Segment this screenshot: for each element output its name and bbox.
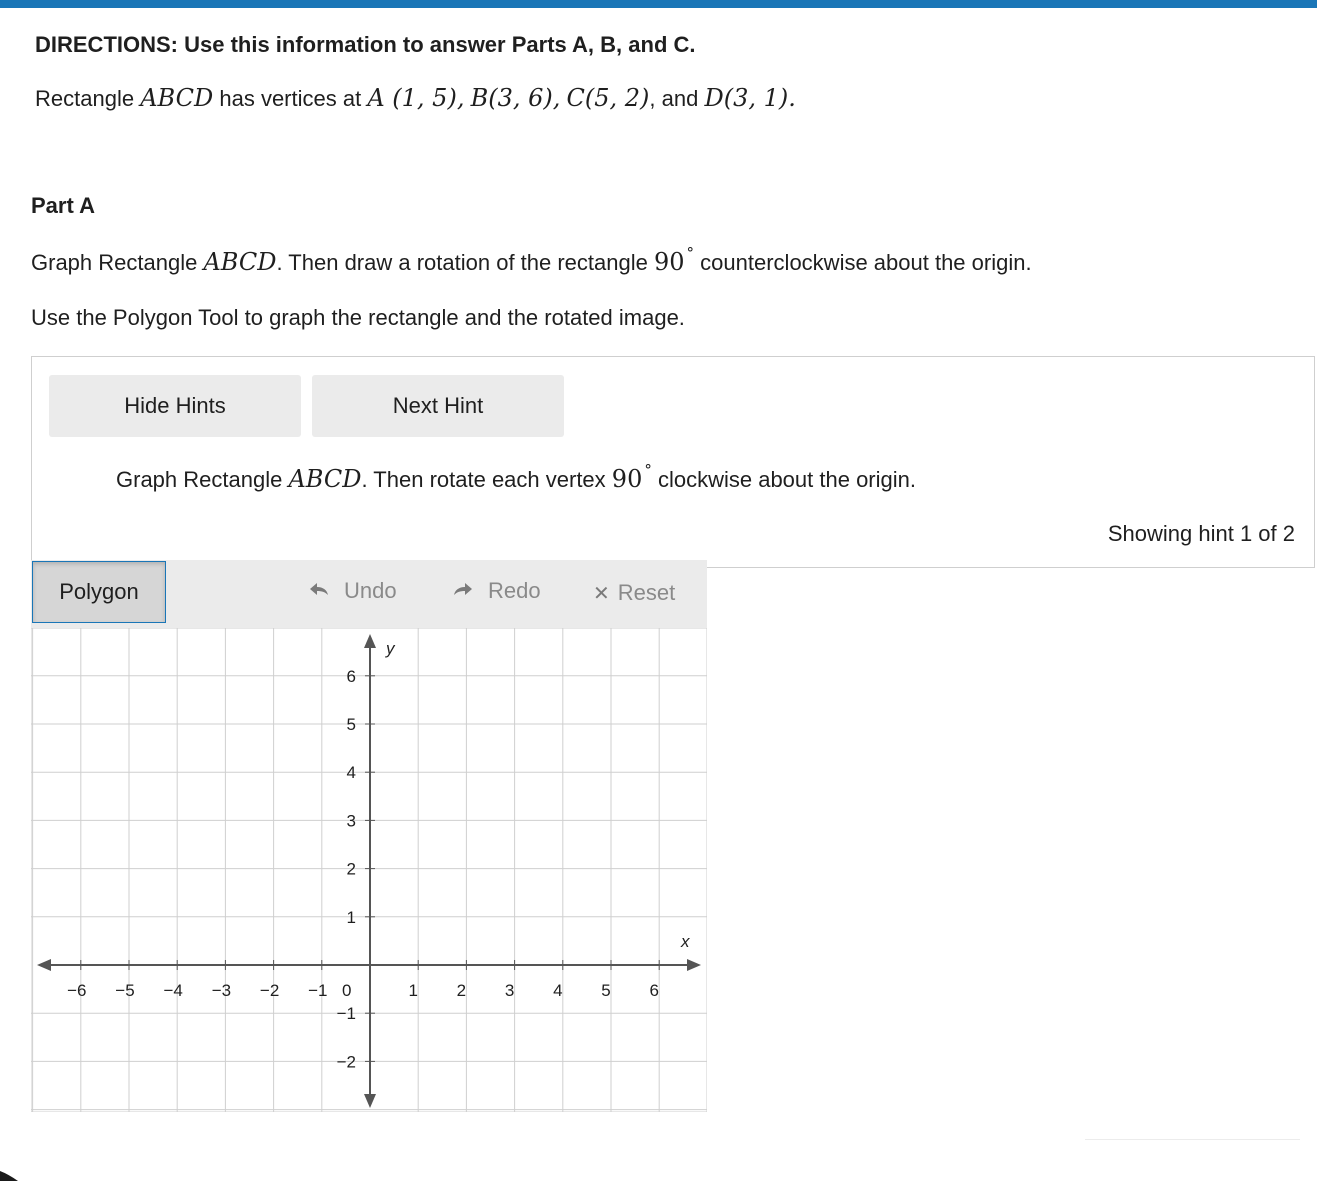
vertex-d: D(3, 1) (704, 84, 789, 112)
intro-end: . (788, 84, 796, 112)
instruction-shape: ABCD (203, 248, 277, 276)
shape-name-math: ABCD (140, 84, 214, 112)
instruction-angle: 90 (654, 248, 685, 276)
undo-label: Undo (344, 578, 397, 603)
corner-shadow (0, 1166, 18, 1181)
y-tick-label: 3 (346, 811, 356, 831)
y-tick-label: −1 (336, 1004, 356, 1024)
x-tick-label: 2 (456, 981, 467, 1000)
redo-label: Redo (488, 578, 541, 603)
hide-hints-button[interactable]: Hide Hints (49, 375, 301, 437)
x-axis-label: x (681, 932, 690, 951)
vertex-a: A (1, 5) (367, 84, 457, 112)
x-tick-label: 6 (649, 981, 659, 1000)
hint-mid: . Then rotate each vertex (361, 467, 606, 492)
top-accent-bar (0, 0, 1317, 8)
x-tick-label: 1 (408, 981, 418, 1000)
y-tick-label: 2 (346, 859, 356, 879)
part-a-instruction: Graph Rectangle ABCD. Then draw a rotation of the rectangle 90 ° counterclockwise about the origin. (31, 244, 1032, 276)
x-tick-label: 3 (504, 981, 515, 1000)
x-tick-label: −4 (163, 981, 183, 1000)
x-tick-label: −2 (259, 981, 280, 1000)
vertex-b: B(3, 6) (470, 84, 553, 112)
y-tick-label: 5 (346, 715, 356, 734)
instruction-mid: . Then draw a rotation of the rectangle (276, 250, 648, 275)
intro-mid: has vertices at (219, 86, 362, 111)
y-tick-label: 6 (346, 666, 356, 686)
rectangle-vertices-text: Rectangle ABCD has vertices at A (1, 5), B(3, 6), C(5, 2), and D(3, 1). (35, 84, 796, 112)
instruction-suffix: counterclockwise about the origin. (700, 250, 1032, 275)
intro-and: , and (649, 86, 699, 111)
redo-arrow-icon (452, 580, 474, 603)
y-tick-label: −2 (336, 1052, 356, 1072)
x-tick-label: −3 (211, 981, 232, 1000)
x-tick-label: −6 (67, 981, 87, 1000)
hint-text: Graph Rectangle ABCD. Then rotate each vertex 90 ° clockwise about the origin. (116, 461, 916, 493)
hint-angle: 90 (611, 465, 643, 493)
polygon-tool-button[interactable]: Polygon (32, 561, 166, 623)
intro-prefix: Rectangle (35, 86, 135, 111)
y-tick-label: 4 (346, 763, 356, 783)
directions-heading: DIRECTIONS: Use this information to answer Parts A, B, and C. (35, 32, 696, 57)
y-axis-label: y (386, 639, 395, 658)
x-tick-label: −5 (115, 981, 135, 1000)
hint-status: Showing hint 1 of 2 (1107, 521, 1295, 546)
hint-prefix: Graph Rectangle (116, 467, 283, 492)
hint-shape: ABCD (288, 465, 362, 493)
instruction-prefix: Graph Rectangle (31, 250, 198, 275)
undo-button[interactable] (308, 578, 397, 604)
y-tick-label: 1 (346, 907, 356, 927)
hint-suffix: clockwise about the origin. (657, 467, 916, 492)
x-tick-label: 5 (601, 981, 611, 1000)
part-a-label: Part A (31, 193, 95, 218)
next-hint-button[interactable]: Next Hint (312, 375, 564, 437)
x-tick-label: 4 (553, 981, 563, 1000)
undo-arrow-icon (308, 580, 330, 603)
divider-line (1085, 1139, 1300, 1140)
reset-button[interactable] (593, 580, 675, 606)
vertex-c: C(5, 2) (566, 84, 650, 112)
x-tick-label: −1 (308, 981, 328, 1000)
tool-instruction: Use the Polygon Tool to graph the rectangle and the rotated image. (31, 305, 685, 330)
coordinate-graph[interactable] (31, 628, 707, 1112)
redo-button[interactable] (452, 578, 541, 604)
close-x-icon: ✕ (593, 582, 610, 605)
reset-label: Reset (617, 580, 676, 605)
origin-label: 0 (342, 981, 352, 1000)
